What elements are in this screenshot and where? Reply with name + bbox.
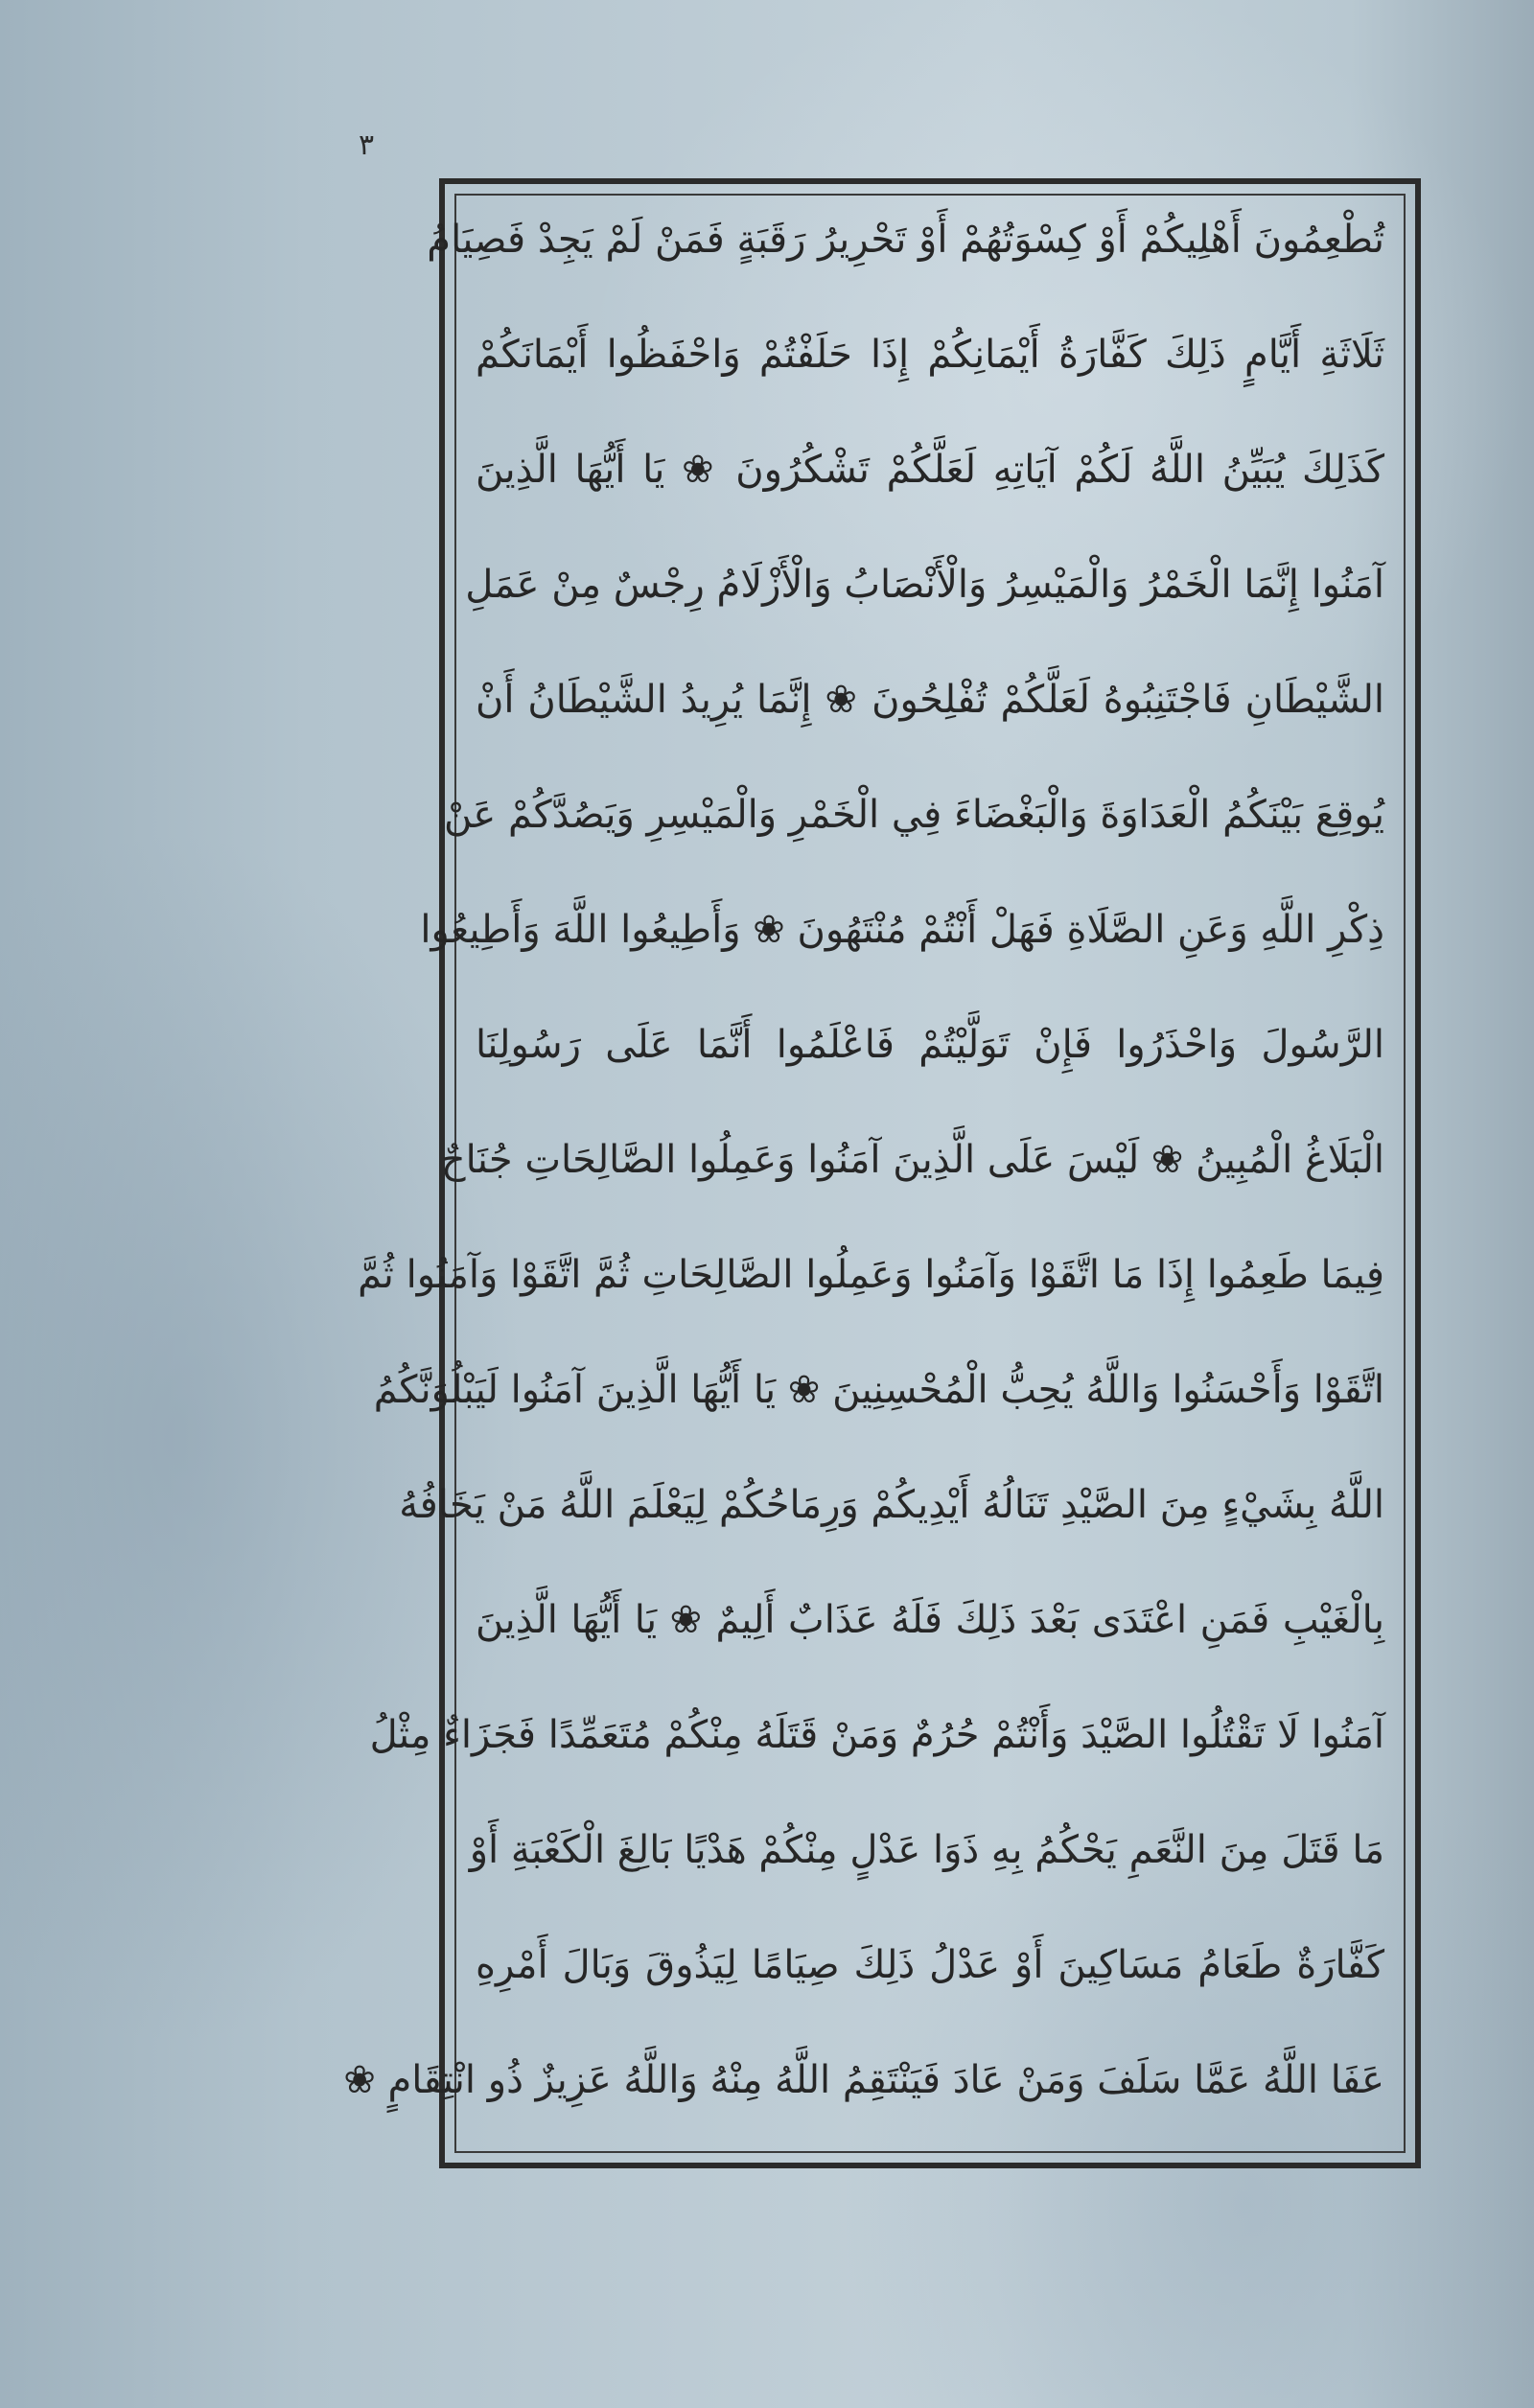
- text-frame: [343, 178, 1421, 2168]
- text-line-4: آمَنُوا إِنَّمَا الْخَمْرُ وَالْمَيْسِرُ وَالْأَنْصَابُ وَالْأَزْلَامُ رِجْسٌ مِنْ عَمَلِ: [465, 563, 1384, 607]
- text-line-16: كَفَّارَةٌ طَعَامُ مَسَاكِينَ أَوْ عَدْلُ ذَلِكَ صِيَامًا لِيَذُوقَ وَبَالَ أَمْرِهِ: [476, 1943, 1384, 1987]
- text-line-8: الرَّسُولَ وَاحْذَرُوا فَإِنْ تَوَلَّيْتُمْ فَاعْلَمُوا أَنَّمَا عَلَى رَسُولِنَا: [476, 1023, 1384, 1067]
- text-line-14: آمَنُوا لَا تَقْتُلُوا الصَّيْدَ وَأَنْتُمْ حُرُمٌ وَمَنْ قَتَلَهُ مِنْكُمْ مُتَعَمِّدًا فَجَزَاءٌ مِثْلُ: [369, 1713, 1384, 1757]
- text-line-11: اتَّقَوْا وَأَحْسَنُوا وَاللَّهُ يُحِبُّ الْمُحْسِنِينَ ❀ يَا أَيُّهَا الَّذِينَ آمَنُوا لَيَبْلُوَنَّكُمُ: [373, 1368, 1384, 1412]
- text-line-17: عَفَا اللَّهُ عَمَّا سَلَفَ وَمَنْ عَادَ فَيَنْتَقِمُ اللَّهُ مِنْهُ وَاللَّهُ عَزِيزٌ ذُو انْتِقَامٍ ❀: [343, 2058, 1384, 2102]
- text-line-5: الشَّيْطَانِ فَاجْتَنِبُوهُ لَعَلَّكُمْ تُفْلِحُونَ ❀ إِنَّمَا يُرِيدُ الشَّيْطَانُ أَنْ: [476, 678, 1384, 722]
- text-line-7: ذِكْرِ اللَّهِ وَعَنِ الصَّلَاةِ فَهَلْ أَنْتُمْ مُنْتَهُونَ ❀ وَأَطِيعُوا اللَّهَ وَأَطِيعُوا: [420, 908, 1384, 952]
- text-line-12: اللَّهُ بِشَيْءٍ مِنَ الصَّيْدِ تَنَالُهُ أَيْدِيكُمْ وَرِمَاحُكُمْ لِيَعْلَمَ اللَّهُ مَنْ يَخَافُهُ: [399, 1483, 1384, 1527]
- text-line-10: فِيمَا طَعِمُوا إِذَا مَا اتَّقَوْا وَآمَنُوا وَعَمِلُوا الصَّالِحَاتِ ثُمَّ اتَّقَوْا وَآمَنُوا ثُمَّ: [358, 1253, 1384, 1297]
- text-line-9: الْبَلَاغُ الْمُبِينُ ❀ لَيْسَ عَلَى الَّذِينَ آمَنُوا وَعَمِلُوا الصَّالِحَاتِ جُنَاحٌ: [440, 1138, 1384, 1182]
- text-line-15: مَا قَتَلَ مِنَ النَّعَمِ يَحْكُمُ بِهِ ذَوَا عَدْلٍ مِنْكُمْ هَدْيًا بَالِغَ الْكَعْبَةِ أَوْ: [469, 1828, 1384, 1872]
- text-line-13: بِالْغَيْبِ فَمَنِ اعْتَدَى بَعْدَ ذَلِكَ فَلَهُ عَذَابٌ أَلِيمٌ ❀ يَا أَيُّهَا الَّذِينَ: [476, 1598, 1384, 1642]
- text-line-1: تُطْعِمُونَ أَهْلِيكُمْ أَوْ كِسْوَتُهُمْ أَوْ تَحْرِيرُ رَقَبَةٍ فَمَنْ لَمْ يَجِدْ فَصِيَامُ: [427, 218, 1384, 262]
- text-line-3: كَذَلِكَ يُبَيِّنُ اللَّهُ لَكُمْ آيَاتِهِ لَعَلَّكُمْ تَشْكُرُونَ ❀ يَا أَيُّهَا الَّذِينَ: [476, 448, 1384, 492]
- text-line-2: ثَلَاثَةِ أَيَّامٍ ذَلِكَ كَفَّارَةُ أَيْمَانِكُمْ إِذَا حَلَفْتُمْ وَاحْفَظُوا أَيْمَانَكُمْ: [476, 333, 1384, 377]
- page-number: ٣: [358, 128, 375, 162]
- arabic-text-block: [343, 213, 1384, 2134]
- text-line-6: يُوقِعَ بَيْنَكُمُ الْعَدَاوَةَ وَالْبَغْضَاءَ فِي الْخَمْرِ وَالْمَيْسِرِ وَيَصُدَّكُمْ عَنْ: [443, 793, 1384, 837]
